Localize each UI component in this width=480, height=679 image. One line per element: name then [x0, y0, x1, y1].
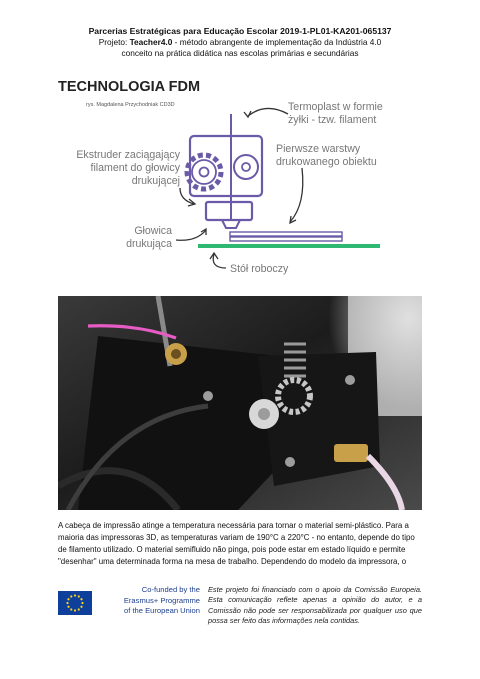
- printhead-photo-svg: [58, 296, 422, 510]
- label-layers-1: Pierwsze warstwy: [276, 143, 361, 155]
- printed-layer-top: [230, 232, 342, 236]
- label-bed: Stół roboczy: [230, 263, 289, 275]
- eu-line-2: Erasmus+ Programme: [123, 595, 200, 605]
- page-footer: [58, 583, 422, 633]
- eu-funding-text: [96, 585, 200, 617]
- project-name: Teacher4.0: [129, 37, 173, 47]
- disclaimer-text: Este projeto foi financiado com o apoio da Comissão Europeia. Esta comunicação reflete apenas a opinião do autor, e a Comissão não pode ser responsabilizada por qualquer uso que possa ser feito das informações nela contidas.: [208, 585, 422, 626]
- project-concept: conceito na prática didática nas escolas primárias e secundárias: [121, 48, 359, 58]
- printed-layer-bottom: [230, 237, 342, 241]
- label-layers-2: drukowanego obiektu: [276, 156, 377, 168]
- diagram-title: TECHNOLOGIA FDM: [58, 79, 201, 95]
- eu-flag-icon: [58, 591, 92, 615]
- page-header: [0, 26, 480, 59]
- brass-nozzle: [334, 444, 368, 462]
- heater-block: [206, 202, 252, 220]
- print-bed: [198, 244, 380, 248]
- eu-line-3: of the European Union: [124, 606, 200, 615]
- diagram-author: rys. Magdalena Przychodniak CD3D: [86, 102, 175, 108]
- project-prefix: Projeto:: [98, 37, 130, 47]
- arrow-filament: [248, 108, 288, 116]
- arrow-layers: [290, 168, 303, 222]
- arrow-bed: [213, 254, 226, 268]
- label-head-2: drukująca: [126, 238, 172, 250]
- label-extruder-1: Ekstruder zaciągający: [76, 149, 180, 161]
- label-head-1: Głowica: [134, 225, 172, 237]
- fdm-diagram-svg: [58, 72, 422, 288]
- fdm-diagram: [58, 72, 422, 288]
- printhead-photo: [58, 296, 422, 510]
- project-line: [0, 37, 480, 48]
- label-extruder-2: filament do głowicy: [90, 162, 180, 174]
- roller-icon: [234, 155, 258, 179]
- label-filament-1: Termoplast w formie: [288, 101, 383, 113]
- eu-line-1: Co-funded by the: [141, 585, 200, 594]
- project-desc: - método abrangente de implementação da Indústria 4.0: [172, 37, 382, 47]
- label-extruder-3: drukującej: [131, 175, 180, 187]
- gear-icon: [187, 155, 221, 189]
- nozzle: [222, 220, 240, 228]
- label-filament-2: żyłki - tzw. filament: [288, 114, 377, 126]
- body-paragraph: A cabeça de impressão atinge a temperatura necessária para tornar o material semi-plástico. Para a maioria das impressoras 3D, as temperaturas variam de 190°C a 220°C - no entanto, depende do tipo de filamento utilizado. O material semifluido não pinga, pois pode estar em estado líquido e permite "desenhar" uma determinada forma na mesa de trabalho. Dependendo do modelo da impressora, o: [58, 521, 415, 566]
- program-title: Parcerias Estratégicas para Educação Escolar 2019-1-PL01-KA201-065137: [88, 26, 392, 36]
